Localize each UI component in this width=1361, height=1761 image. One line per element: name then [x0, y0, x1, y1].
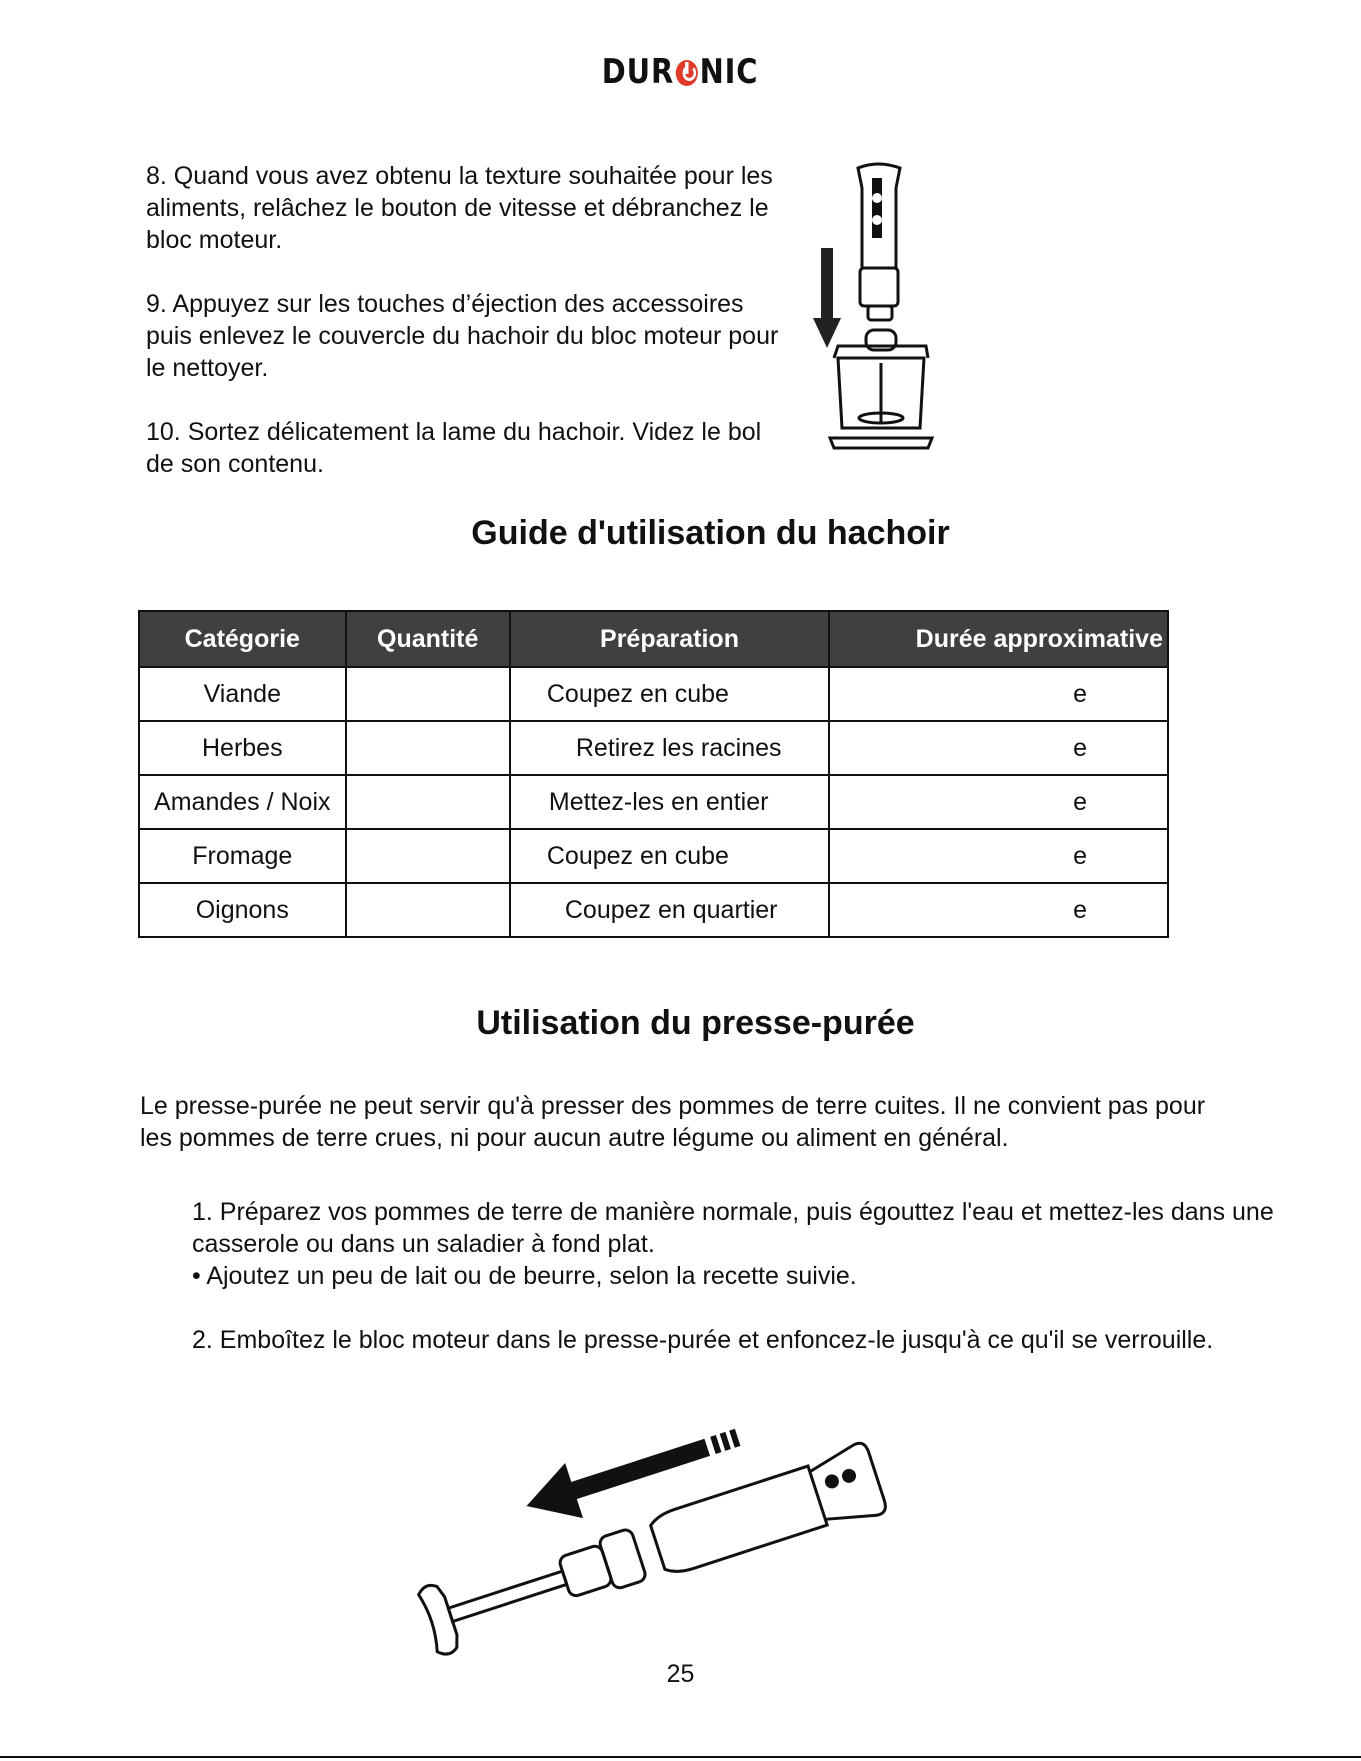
- cell-preparation: Coupez en quartier: [510, 883, 829, 937]
- col-header-category: Catégorie: [139, 611, 346, 667]
- page-number: 25: [666, 1660, 695, 1688]
- cell-preparation: Mettez-les en entier: [510, 775, 829, 829]
- logo-text-left: DUR: [602, 52, 675, 92]
- cell-duration: e: [829, 829, 1168, 883]
- chopper-disassembly-illustration: [808, 158, 938, 460]
- step-10: 10. Sortez délicatement la lame du hachoir. Videz le bol de son contenu.: [146, 418, 762, 478]
- masher-intro: Le presse-purée ne peut servir qu'à presser des pommes de terre cuites. Il ne convient pas pour les pommes de terre crues, ni pour aucun autre légume ou aliment en général.: [140, 1092, 1206, 1152]
- masher-assembly-illustration: [400, 1400, 900, 1660]
- col-header-quantity: Quantité: [346, 611, 510, 667]
- cell-quantity: [346, 667, 510, 721]
- chopper-guide-title: Guide d'utilisation du hachoir: [471, 514, 950, 552]
- cell-category: Amandes / Noix: [139, 775, 346, 829]
- page-bottom-line: [0, 1756, 1361, 1758]
- masher-step-1-text: 1. Préparez vos pommes de terre de manière normale, puis égouttez l'eau et mettez-les dans une casserole ou dans un saladier à fond plat.: [192, 1198, 1274, 1258]
- power-icon: [676, 60, 698, 86]
- table-row: [139, 775, 1168, 829]
- col-header-duration: Durée approximative: [829, 611, 1168, 667]
- table-row: [139, 667, 1168, 721]
- table-header-row: [139, 611, 1168, 667]
- step-9: 9. Appuyez sur les touches d’éjection des accessoires puis enlevez le couvercle du hachoir du bloc moteur pour le nettoyer.: [146, 290, 779, 382]
- cell-category: Herbes: [139, 721, 346, 775]
- table-row: [139, 721, 1168, 775]
- cell-category: Oignons: [139, 883, 346, 937]
- cell-quantity: [346, 721, 510, 775]
- masher-step-1-bullet: • Ajoutez un peu de lait ou de beurre, selon la recette suivie.: [192, 1262, 857, 1290]
- table-row: [139, 883, 1168, 937]
- step-8: 8. Quand vous avez obtenu la texture souhaitée pour les aliments, relâchez le bouton de vitesse et débranchez le bloc moteur.: [146, 162, 773, 254]
- logo-text-right: NIC: [700, 52, 759, 92]
- cell-quantity: [346, 883, 510, 937]
- masher-step-1: [192, 1196, 1312, 1292]
- cell-duration: e: [829, 775, 1168, 829]
- brand-logo: [0, 52, 1361, 92]
- cell-duration: e: [829, 721, 1168, 775]
- cell-preparation: Coupez en cube: [510, 667, 829, 721]
- cell-category: Viande: [139, 667, 346, 721]
- cell-quantity: [346, 775, 510, 829]
- masher-title: Utilisation du presse-purée: [476, 1004, 915, 1042]
- cell-duration: e: [829, 883, 1168, 937]
- masher-step-2: 2. Emboîtez le bloc moteur dans le presse-purée et enfoncez-le jusqu'à ce qu'il se verrouille.: [192, 1326, 1214, 1354]
- col-header-preparation: Préparation: [510, 611, 829, 667]
- cell-duration: e: [829, 667, 1168, 721]
- chopper-guide-table: [138, 610, 1169, 938]
- cell-quantity: [346, 829, 510, 883]
- table-row: [139, 829, 1168, 883]
- cell-preparation: Coupez en cube: [510, 829, 829, 883]
- cell-preparation: Retirez les racines: [510, 721, 829, 775]
- cell-category: Fromage: [139, 829, 346, 883]
